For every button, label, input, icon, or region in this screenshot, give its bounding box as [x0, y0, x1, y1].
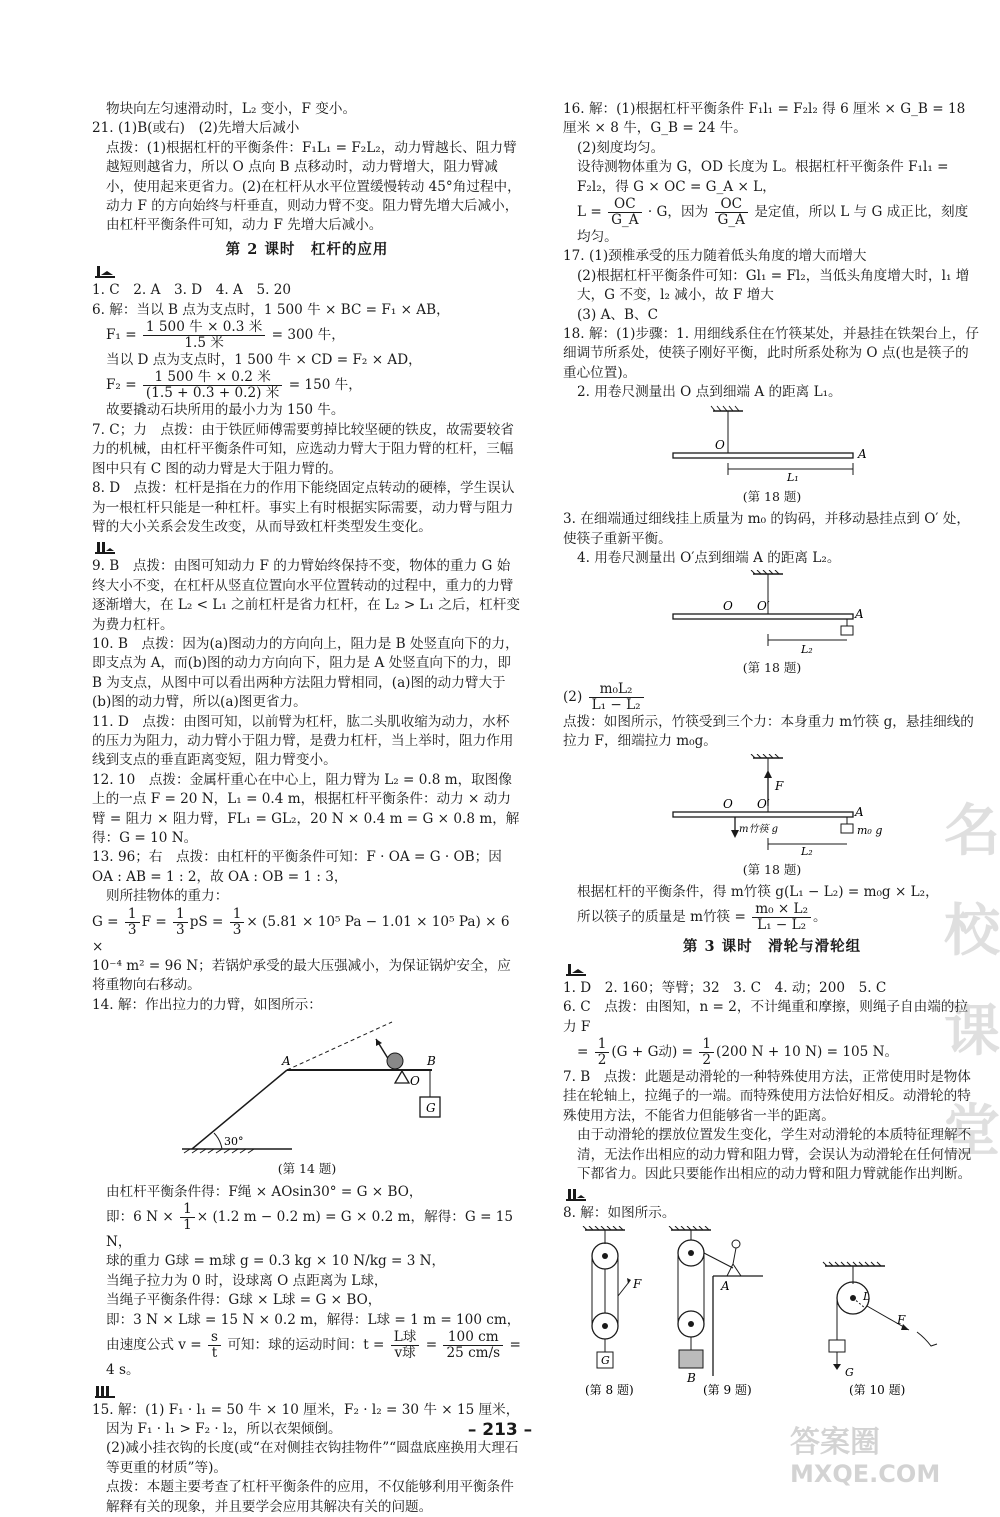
- numerator: m₀ × L₂: [752, 902, 811, 918]
- answer-9: 9. B 点拨：由图可知动力 F 的力臂始终保持不变，物体的重力 G 始终大小不变，在杠杆从竖直位置向水平位置转动的过程中，重力的力臂逐渐增大，在 L₂ < L₁ 之前杠杆是省力杠杆，在 L₂ > L₁ 之后，杠杆变为费力杠杆。: [92, 558, 520, 633]
- level-2-icon: [94, 541, 116, 555]
- section-title-lesson-3: 第 3 课时 滑轮与滑轮组: [682, 938, 862, 956]
- text-line: (2)根据杠杆平衡条件可知：Gl₁ = Fl₂，当低头角度增大时，l₁ 增大，G 不变，l₂ 减小，故 F 增大: [577, 267, 970, 304]
- fig18c-label-o-prime: O′: [757, 796, 770, 811]
- formula-text: L =: [577, 204, 602, 221]
- hint-21: 点拨：(1)根据杠杆的平衡条件：F₁L₁ = F₂L₂，动力臂越长、阻力臂越短则越省力，所以 O 点向 B 点移动时，动力臂增大，阻力臂减小，使用起来更省力。(2)在杠杆从水平位置缓慢转动 45°角过程中，动力 F 的方向始终与杆垂直，则动力臂不变。阻力臂先增大后减小，由杠杆平衡条件可知，动力 F 先增大后减小。: [106, 139, 521, 234]
- denominator: 2: [702, 1051, 712, 1068]
- figure-8-caption: (第 8 题): [585, 1382, 634, 1397]
- formula-g: [92, 907, 522, 957]
- hint-15: 点拨：本题主要考查了杠杆平衡条件的应用，不仅能够利用平衡条件解释有关的现象，并且要学会应用其解决有关的问题。: [106, 1479, 514, 1515]
- text-line: 即：3 N × L球 = 15 N × 0.2 m，解得：L球 = 1 m = 100 cm，: [106, 1311, 521, 1328]
- watermark-logo: [780, 1418, 990, 1488]
- answer-18: 18. 解：(1)步骤：1. 用细线系住在竹筷某处，并悬挂在铁架台上，仔细调节所系处，使筷子刚好平衡，此时所系处称为 O 点(也是筷子的重心位置)。: [563, 326, 979, 381]
- page-number: – 213 –: [467, 1420, 533, 1440]
- denominator: 2: [597, 1051, 607, 1068]
- figure-8-9-10-pulleys: [563, 1226, 981, 1408]
- numerator: 1: [125, 907, 140, 923]
- fig18a-label-o: O: [715, 437, 725, 452]
- formula-line: [92, 1202, 522, 1252]
- numerator: m₀L₂: [589, 682, 644, 698]
- answer-6: 6. C 点拨：由图知，n = 2，不计绳重和摩擦，则绳子自由端的拉力 F: [563, 999, 968, 1035]
- answer-7: 7. B 点拨：此题是动滑轮的一种特殊使用方法，正常使用时是物体挂在轮轴上，拉绳子的一端。而特殊使用方法恰好相反。动滑轮的特殊使用方法，不能省力但能够省一半的距离。: [563, 1068, 971, 1124]
- denominator: 3: [127, 921, 137, 938]
- fraction: [443, 1330, 503, 1361]
- answer-14: 14. 解：作出拉力的力臂，如图所示：: [92, 996, 322, 1013]
- formula-text: (200 N + 10 N) = 105 N。: [716, 1043, 899, 1060]
- fig18b-label-o-prime: O′: [757, 599, 770, 614]
- fraction: [608, 197, 641, 228]
- level-3-icon: [94, 1385, 116, 1399]
- figure-18c-force-diagram: [563, 754, 981, 858]
- figure-14-caption: (第 14 题): [277, 1161, 337, 1177]
- formula-mass: [563, 902, 981, 933]
- fraction: [595, 1037, 610, 1068]
- text-line: 则所挂物体的重力：: [106, 888, 229, 905]
- watermark-char: 校: [944, 899, 1000, 964]
- fig10-label-l: L: [863, 1289, 871, 1303]
- formula-text: · G，因为: [647, 204, 709, 221]
- formula-text: × (5.81 × 10⁵ Pa − 1.01 × 10⁵ Pa) × 6 ×: [92, 913, 510, 955]
- fig8-label-f: F: [633, 1276, 642, 1291]
- text-line: 当以 D 点为支点时，1 500 牛 × CD = F₂ × AD，: [106, 352, 422, 369]
- fraction: [230, 907, 245, 938]
- numerator: 100 cm: [443, 1330, 503, 1346]
- figure-14-lever-diagram: [92, 1017, 522, 1157]
- formula-text: = 4 s。: [106, 1337, 521, 1379]
- level-1-icon: [94, 265, 116, 279]
- formula-text: (G + G动) =: [611, 1043, 694, 1060]
- answer-21: 21. (1)B(或右) (2)先增大后减小: [92, 120, 300, 137]
- formula-text: pS =: [189, 913, 224, 930]
- fig18a-label-l1: L₁: [787, 470, 799, 484]
- answers-1-5: 1. D 2. 160；等臂；32 3. C 4. 动；200 5. C: [563, 979, 887, 996]
- numerator: 1: [173, 907, 188, 923]
- formula-text: × (1.2 m − 0.2 m) = G × 0.2 m，解得：G = 15 N，: [106, 1209, 514, 1251]
- answer-10: 10. B 点拨：因为(a)图动力的方向向上，阻力是 B 处竖直向下的力，即支点为 A，而(b)图的动力方向向下，阻力是 A 处竖直向下的力，即 B 为支点，从图中可以看出两种方法阻力臂相同，(a)图的动力臂大于(b)图的动力臂，所以(a)图更省力。: [92, 635, 519, 711]
- formula-text: 即：6 N ×: [106, 1209, 174, 1226]
- figure-18b-caption: (第 18 题): [742, 660, 802, 676]
- fraction: [143, 370, 282, 401]
- formula-text: 由速度公式 v =: [106, 1337, 202, 1354]
- denominator: L₁ − L₂: [591, 696, 641, 713]
- fraction: [699, 1037, 714, 1068]
- section-title-lesson-2: 第 2 课时 杠杆的应用: [225, 240, 389, 258]
- text-line: (2)刻度均匀。: [577, 139, 665, 156]
- formula-f2: [92, 370, 522, 401]
- text-line: (3) A、B、C: [577, 306, 658, 323]
- fig18c-label-l2: L₂: [801, 844, 813, 858]
- formula-text: F₁ =: [106, 327, 137, 344]
- fraction: [391, 1330, 420, 1361]
- fig9-label-b: B: [687, 1370, 696, 1385]
- formula-l: [563, 197, 981, 247]
- fig18b-label-o: O: [723, 599, 733, 614]
- fig8-label-g: G: [601, 1353, 610, 1367]
- formula-text: 。: [813, 909, 827, 926]
- watermark-char: 课: [944, 999, 1000, 1064]
- denominator: v球: [394, 1345, 416, 1362]
- formula-f1: [92, 320, 522, 351]
- text-line: 2. 用卷尺测量出 O 点到细端 A 的距离 L₁。: [577, 384, 842, 401]
- answer-6: 6. 解：当以 B 点为支点时，1 500 牛 × BC = F₁ × AB，: [92, 301, 450, 318]
- formula-text: F =: [141, 913, 167, 930]
- numerator: 1 500 牛 × 0.3 米: [143, 320, 265, 336]
- answer-17: 17. (1)颈椎承受的压力随着低头角度的增大而增大: [563, 248, 867, 265]
- text-line: 当绳子平衡条件得：G球 × L球 = G × BO，: [106, 1292, 382, 1309]
- fig10-label-g: G: [845, 1365, 854, 1379]
- level-1-icon: [565, 963, 587, 977]
- numerator: 1: [699, 1037, 714, 1053]
- fraction: [173, 907, 188, 938]
- watermark-vertical: [940, 770, 1000, 1190]
- answer-11: 11. D 点拨：由图可知，以前臂为杠杆，肱二头肌收缩为动力，水杯的压力为阻力，动力臂小于阻力臂，是费力杠杆，当上举时，阻力作用线到支点的垂直距离变短，阻力臂变小。: [92, 713, 514, 769]
- fig10-label-f: F: [897, 1312, 906, 1327]
- fig14-label-a: A: [282, 1054, 291, 1069]
- figure-18c-caption: (第 18 题): [742, 861, 802, 877]
- formula-text: 所以筷子的质量是 m竹筷 =: [577, 909, 746, 926]
- watermark-logo-url: MXQE.COM: [790, 1460, 941, 1488]
- figure-18b-chopstick: [563, 570, 981, 656]
- formula-text: 可知：球的运动时间：t =: [227, 1337, 385, 1354]
- text-line: 球的重力 G球 = m球 g = 0.3 kg × 10 N/kg = 3 N，: [106, 1253, 446, 1270]
- answer-15: 15. 解：(1) F₁ · l₁ = 50 牛 × 10 厘米，F₂ · l₂ = 30 牛 × 15 厘米，: [92, 1401, 520, 1418]
- fig14-label-g: G: [426, 1101, 436, 1116]
- fig18c-label-mg: m竹筷 g: [739, 823, 779, 835]
- fig18c-label-o: O: [723, 796, 733, 811]
- numerator: L球: [391, 1330, 420, 1346]
- answer-7: 7. C；力 点拨：由于铁匠师傅需要剪掉比较坚硬的铁皮，故需要较省力的机械，由杠杆平衡条件可知，应选动力臂大于阻力臂的杠杆，三幅图中只有 C 图的动力臂是大于阻力臂的。: [92, 421, 514, 477]
- formula-text: = 300 牛，: [271, 327, 345, 344]
- formula-text: = 150 牛，: [288, 377, 362, 394]
- fraction: [715, 197, 748, 228]
- answer-16: 16. 解：(1)根据杠杆平衡条件 F₁l₁ = F₂l₂ 得 6 厘米 × G_B = 18 厘米 × 8 牛，G_B = 24 牛。: [563, 101, 966, 137]
- fraction: [180, 1202, 195, 1233]
- fig9-label-a: A: [721, 1278, 730, 1293]
- numerator: 1: [230, 907, 245, 923]
- text-line: 设待测物体重为 G，OD 长度为 L。根据杠杆平衡条件 F₁l₁ = F₂l₂，得 G × OC = G_A × L，: [577, 159, 949, 195]
- answer-18-part-2: [563, 682, 981, 713]
- fraction: [125, 907, 140, 938]
- watermark-char: 堂: [944, 1099, 1000, 1164]
- formula-text: =: [577, 1043, 589, 1060]
- figure-18a-chopstick: [563, 405, 981, 485]
- text-line: 由杠杆平衡条件得：F绳 × AOsin30° = G × BO，: [106, 1183, 423, 1200]
- level-2-icon: [565, 1188, 587, 1202]
- formula-text: (2): [563, 688, 583, 705]
- formula-text: 是定值，所以 L 与 G 成正比，刻度均匀。: [577, 204, 969, 246]
- answer-8: 8. 解：如图所示。: [563, 1205, 676, 1222]
- text-line: 10⁻⁴ m² = 96 N；若锅炉承受的最大压强减小，为保证锅炉安全，应将重物向右移动。: [92, 958, 511, 994]
- numerator: 1: [180, 1202, 195, 1218]
- numerator: OC: [608, 197, 641, 213]
- fraction: [589, 682, 644, 713]
- numerator: 1: [595, 1037, 610, 1053]
- formula-text: F₂ =: [106, 377, 137, 394]
- text-line: 物块向左匀速滑动时，L₂ 变小，F 变小。: [106, 101, 357, 117]
- denominator: t: [211, 1345, 218, 1362]
- fig14-label-o: O: [410, 1074, 420, 1089]
- fraction: [143, 320, 265, 351]
- formula-velocity: [92, 1330, 522, 1380]
- text-line: 4. 用卷尺测量出 O′点到细端 A 的距离 L₂。: [577, 549, 841, 566]
- fig18b-label-a: A: [855, 607, 864, 622]
- fig18b-label-l2: L₂: [801, 643, 813, 657]
- figure-18a-caption: (第 18 题): [742, 488, 802, 504]
- watermark-char: 名: [944, 799, 1000, 864]
- numerator: s: [208, 1330, 221, 1346]
- text-line: 3. 在细端通过细线挂上质量为 m₀ 的钩码，并移动悬挂点到 O′ 处，使筷子重新平衡。: [563, 511, 970, 547]
- formula-text: =: [425, 1337, 438, 1354]
- figure-10-caption: (第 10 题): [849, 1382, 906, 1397]
- answer-8: 8. D 点拨：杠杆是指在力的作用下能绕固定点转动的硬棒，学生误认为一根杠杆只能是一种杠杆。事实上有时根据实际需要，动力臂与阻力臂的大小关系会发生改变，从而导致杠杆类型发生变化。: [92, 480, 515, 535]
- fig14-angle-label: 30°: [224, 1135, 244, 1149]
- text-line: 当绳子拉力为 0 时，设球离 O 点距离为 L球，: [106, 1272, 388, 1289]
- denominator: 1: [183, 1217, 192, 1234]
- numerator: OC: [715, 197, 748, 213]
- figure-9-caption: (第 9 题): [703, 1382, 752, 1397]
- denominator: 1.5 米: [184, 335, 224, 352]
- fig18c-label-f: F: [775, 778, 784, 793]
- fig18c-label-m0g: m₀ g: [857, 823, 883, 837]
- fraction: [752, 902, 811, 933]
- denominator: L₁ − L₂: [757, 917, 807, 934]
- left-column: [92, 100, 522, 1517]
- watermark-logo-cn: 答案圈: [790, 1425, 880, 1460]
- formula-pulley: [563, 1037, 981, 1068]
- text-line: 由于动滑轮的摆放位置发生变化，学生对动滑轮的本质特征理解不清，无法作出相应的动力臂和阻力臂，会误认为动滑轮在任何情况下都省力。因此只要能作出相应的动力臂和阻力臂就能作出判断。: [577, 1127, 972, 1182]
- right-column: [563, 100, 981, 1410]
- formula-text: G =: [92, 913, 119, 930]
- answer-12: 12. 10 点拨：金属杆重心在中心上，阻力臂为 L₂ = 0.8 m，取图像上的一点 F = 20 N，L₁ = 0.4 m，根据杠杆平衡条件：动力 × 动力臂 = 阻力 × 阻力臂，FL₁ = GL₂，20 N × 0.4 m = G × 0.8 m，解得：G = 10 N。: [92, 771, 520, 846]
- fig18c-label-a: A: [855, 804, 864, 819]
- fig14-label-b: B: [427, 1054, 436, 1069]
- hint-18: 点拨：如图所示，竹筷受到三个力：本身重力 m竹筷 g，悬挂细线的拉力 F，细端拉力 m₀g。: [563, 713, 974, 750]
- text-line: (2)减小挂衣钩的长度(或“在对侧挂衣钩挂物件”“圆盘底座换用大理石等更重的材质”等)。: [106, 1440, 519, 1476]
- fig18a-label-a: A: [858, 446, 867, 461]
- fraction: [208, 1330, 221, 1361]
- text-line: 故要撬动石块所用的最小力为 150 牛。: [106, 402, 345, 419]
- text-line: 因为 F₁ · l₁ > F₂ · l₂，所以衣架倾倒。: [106, 1420, 342, 1437]
- denominator: 3: [176, 921, 185, 938]
- denominator: 3: [232, 921, 242, 938]
- numerator: 1 500 牛 × 0.2 米: [143, 370, 282, 386]
- answers-1-5: 1. C 2. A 3. D 4. A 5. 20: [92, 282, 292, 299]
- denominator: G_A: [717, 212, 745, 229]
- denominator: G_A: [611, 212, 639, 229]
- denominator: (1.5 + 0.3 + 0.2) 米: [145, 385, 280, 402]
- denominator: 25 cm/s: [446, 1345, 501, 1362]
- text-line: 根据杠杆的平衡条件，得 m竹筷 g(L₁ − L₂) = m₀g × L₂，: [577, 883, 939, 900]
- answer-13: 13. 96；右 点拨：由杠杆的平衡条件可知：F · OA = G · OB；因 OA : AB = 1 : 2，故 OA : OB = 1 : 3，: [92, 849, 502, 885]
